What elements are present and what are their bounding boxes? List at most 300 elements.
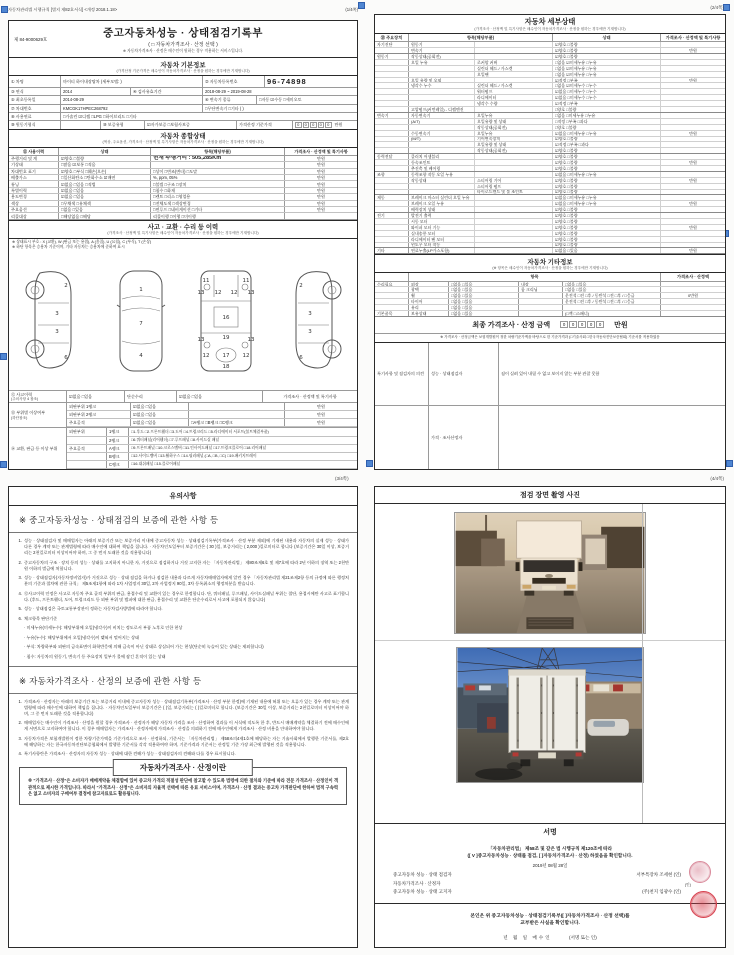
- etc-checkboxes: □없음 □있음: [449, 311, 519, 316]
- role-list: [393, 871, 707, 897]
- item-label: 추진축 및 베어링: [409, 166, 475, 171]
- field-label: ⑧ 사용연료: [9, 113, 61, 120]
- price-cell: [661, 207, 725, 212]
- price-cell: 만원: [689, 48, 697, 54]
- device-group: [375, 237, 409, 242]
- item-label: 고압펌프(커먼레일) - 디젤엔진: [409, 107, 475, 112]
- annotation-marker-icon[interactable]: [0, 461, 7, 468]
- paragraph-text: · 부식: 차량하부와 외판의 금속표면이 화학반응에 의해 금속이 아닌 상태로 상실되어 가는 현상(단순히 녹슬어 있는 상태는 제외합니다): [24, 644, 264, 650]
- paragraph-number: [15, 625, 24, 631]
- row-label: ⑭ 교환, 판금 등 이상 부위: [9, 428, 67, 469]
- item-label: [409, 148, 475, 153]
- row-label: ⑬ 부위별 이상여부: [11, 409, 46, 415]
- detail-checkboxes: 리콜이행 □이행 □미이행: [151, 213, 285, 218]
- state-checkboxes: □없음 ☑미세누유 □누유: [553, 60, 661, 65]
- car-damage-diagrams: [9, 251, 357, 389]
- price-cell: [661, 101, 725, 106]
- detail-checkboxes: □전체도색 □색상변경: [151, 201, 285, 206]
- device-group: [375, 83, 409, 88]
- price-cell: [661, 231, 725, 236]
- replaced-parts-row: [67, 453, 357, 461]
- annotation-marker-icon[interactable]: [366, 460, 373, 467]
- state-checkboxes: ☑없음 □미세누유 □누유: [553, 201, 661, 206]
- etc-checkboxes: □없음 □있음: [449, 299, 519, 304]
- subitem-label: 워터펌프: [475, 89, 553, 94]
- state-checkboxes: ☑양호 □불량: [553, 48, 661, 53]
- paragraph-number: [15, 635, 24, 641]
- paragraph: [15, 538, 349, 556]
- field-label: ⑥ 변속기 종류: [203, 96, 257, 103]
- etc-group: 수리필요: [375, 282, 409, 287]
- etc-item-2: 룸 크리닝: [519, 287, 563, 292]
- subitem-label: 작동상태(공회전): [475, 125, 553, 130]
- state-checkboxes: ☑없음 □미세누유 □누유: [553, 195, 661, 200]
- paragraph-text: 가격조사 · 산정자는 아래의 보증기간 또는 보증거리 이내에 중고자동차 성능 · 상태점검기록부(가격조사 · 산정 부분 한정)에 기재된 내용에 허위 또는 오류가 있는 경우 계약 또는 관계법령에 따라 매수인에 대하여 책임을 집니다. · 자동차인도일부터 보증기간은 ( )일, 보증거리는 ( )킬로미터로 합니다. (보증기간은 30일 이상, 보증거리는 2천킬로미터 이상이어야 하며, 그 중 먼저 도래한 것을 적용합니다): [24, 698, 349, 716]
- regulation-text: 자동차관리법 시행규칙 [별지 제82호서식] <개정 2018.1.18>: [8, 7, 118, 12]
- svg-text:13: 13: [197, 337, 204, 344]
- car-diagram-underbody: [194, 267, 258, 373]
- warranty-heading: ※ 중고자동차성능 · 상태점검의 보증에 관한 사항 등: [9, 506, 357, 533]
- vin-value: KMCGK17HPEC268792: [61, 105, 203, 112]
- row-label: 리콜대상: [9, 213, 59, 218]
- detail-checkboxes: 현재 주행거리 : 505,285Km: [151, 156, 285, 161]
- etc-table-header: [375, 273, 725, 281]
- col-header: 항목: [409, 273, 661, 280]
- annotation-marker-icon[interactable]: [358, 2, 365, 9]
- price-cell: [661, 107, 725, 112]
- field-label: ① 차명: [9, 76, 61, 87]
- simple-repair-label: 단순수리: [125, 391, 177, 403]
- paragraph-number: 3.: [18, 735, 22, 741]
- col-header: 항목(해당부품): [151, 148, 285, 155]
- device-group: [375, 201, 409, 206]
- state-checkboxes: ☑양호 □불량: [553, 178, 661, 183]
- paragraph: [15, 644, 349, 650]
- device-group: [375, 95, 409, 100]
- row-label: 배출가스: [9, 175, 59, 180]
- subitem-label: 오일누유: [475, 113, 553, 118]
- subitem-label: 오일팬: [475, 72, 553, 77]
- svg-text:3: 3: [307, 329, 312, 336]
- section-detail-condition: [375, 15, 725, 34]
- etc-group: 기본품목: [375, 311, 409, 316]
- device-group: [375, 72, 409, 77]
- price-cell: 만원: [317, 207, 325, 213]
- device-group: 자기진단: [375, 42, 409, 47]
- etc-item: 광택: [409, 287, 449, 292]
- row-label: 주행거리 및 계: [9, 156, 59, 161]
- state-checkboxes: ☑양호 □불량: [553, 237, 661, 242]
- svg-text:13: 13: [247, 337, 254, 344]
- part-status-rows: [67, 403, 357, 427]
- price-cell: [285, 213, 357, 218]
- col-header: 상태: [553, 34, 661, 41]
- state-checkboxes: ☑양호 □불량: [553, 166, 661, 171]
- svg-text:2: 2: [63, 283, 68, 290]
- price-cell: [661, 195, 725, 200]
- part-status-row: [67, 403, 357, 411]
- replaced-parts-row: [67, 445, 357, 453]
- signature-role-row: [393, 888, 707, 897]
- col-header: ⑪ 사용이력: [9, 148, 59, 155]
- device-group: [375, 243, 409, 248]
- field-label: ⑨ 원동기형식: [9, 121, 61, 129]
- field-label: ⑦ 차대번호: [9, 105, 61, 112]
- etc-item-2: [519, 305, 563, 310]
- price-cell: [661, 190, 725, 195]
- section-etc-info: [375, 254, 725, 273]
- final-price-note: ※ 가격조사 · 산정금액은 보험개발원이 정한 차량기준가액을 바탕으로 한 기준가격과 (□기술사회 □한국자동차진단보증협회) 기준서를 적용하였음: [375, 334, 725, 343]
- etc-item: 유리: [409, 305, 449, 310]
- price-cell: [661, 125, 725, 130]
- rank-label: 주요골격: [67, 419, 131, 426]
- notices-title: 유의사항: [9, 487, 357, 506]
- rank-label: C랭크: [107, 461, 129, 468]
- item-label: 브레이크 마스터 실린더 오일 누유: [409, 195, 475, 200]
- row-label: ⑫ 사고이력: [11, 391, 33, 397]
- annotation-marker-icon[interactable]: [723, 4, 730, 11]
- item-label: 클러치 어셈블리: [409, 154, 475, 159]
- detail-checkboxes: □썬루프 □네비게이션 □기타: [151, 207, 285, 212]
- rank-label: 2랭크: [107, 437, 129, 444]
- document-number: 제 84-9000629호: [14, 37, 48, 42]
- digit: 0: [325, 122, 332, 128]
- item-label: [409, 125, 475, 130]
- replaced-parts-row: [67, 461, 357, 469]
- item-label: 연료누출(LP가스포함): [409, 248, 475, 253]
- svg-text:6: 6: [298, 355, 303, 362]
- item-label: 오일 유량 및 오염: [409, 78, 475, 83]
- paragraph-number: 1.: [18, 538, 22, 543]
- page-4-photos-signature: [374, 486, 726, 948]
- paragraph: [15, 654, 349, 660]
- subitem-label: 작동상태(공회전): [475, 148, 553, 153]
- buyer-sign-hint: (서명 또는 인): [568, 935, 597, 940]
- annotation-marker-icon[interactable]: [0, 353, 7, 360]
- field-label: ③ 연식: [9, 88, 61, 95]
- part-status-block: [9, 403, 357, 428]
- confirm-line-1: 본인은 위 중고자동차성능 · 상태점검기록부([ ]자동차가격조사 · 산정 선택)를: [470, 913, 630, 919]
- page-3-notices: [8, 486, 358, 948]
- state-checkboxes: ☑없음 □미세누수 □누수: [553, 95, 661, 100]
- svg-text:6: 6: [63, 355, 68, 362]
- replaced-parts-rows: [67, 428, 357, 469]
- state-checkboxes: ☑없음 □있음: [553, 248, 661, 253]
- digit: 0: [295, 122, 302, 128]
- paragraph-text: ⑫사고이력 인정은 사고로 자동차 주요 골격 부위의 판금, 용접수리 및 교환이 있는 경우로 한정합니다. 단, 쿼터패널, 루프패널, 사이드실패널 부위는 절단, 용접시에만 사고로 표기합니다. (후드, 프론트휀더, 도어, 트렁크리드 등 외판 부위 및 범퍼에 대한 판금, 용접수리 및 교환은 단순수리로서 사고에 포함되지 않습니다): [24, 590, 349, 602]
- photo-section-title: 점검 장면 촬영 사진: [375, 487, 725, 504]
- accident-history-row: [9, 390, 357, 404]
- state-checkboxes: ☑양호 □불량: [553, 207, 661, 212]
- col-header: 가격조사 · 산정액 및 특기사항: [665, 35, 721, 40]
- subitem-label: [475, 78, 553, 83]
- final-price-digits: [560, 321, 604, 328]
- price-cell: [661, 60, 725, 65]
- overall-condition-table: [9, 156, 357, 220]
- confirm-line-2: 교부받은 사실을 확인합니다.: [520, 921, 580, 927]
- price-cell: [661, 172, 725, 177]
- rank-checkboxes: ☑없음 □있음: [131, 411, 189, 418]
- annotation-marker-icon[interactable]: [1, 6, 8, 13]
- etc-checkboxes: □없음 □있음: [449, 293, 519, 298]
- car-diagram-top: [109, 267, 173, 373]
- state-checkboxes: ☑없음 □미세누수 □누수: [553, 89, 661, 94]
- final-price-row: [375, 317, 725, 334]
- digit: 0: [569, 321, 577, 328]
- law-line-2: ([ V ]중고자동차성능 · 상태를 점검, [ ]자동차가격조사 · 산정) 하였음을 확인합니다.: [467, 853, 633, 859]
- svg-text:3: 3: [54, 329, 59, 336]
- svg-text:12: 12: [230, 290, 237, 297]
- item-label: 오일 누유: [409, 60, 475, 65]
- paragraph: [15, 591, 349, 603]
- svg-text:12: 12: [202, 353, 209, 360]
- item-label: [409, 190, 475, 195]
- section-title: 사고 · 교환 · 수리 등 이력: [147, 224, 219, 232]
- price-digits: [295, 122, 332, 128]
- price-cell: 0만원: [688, 293, 698, 299]
- price-cell: [661, 42, 725, 47]
- digit: 0: [318, 122, 325, 128]
- paragraph-number: 4.: [18, 751, 22, 757]
- device-group: [375, 178, 409, 183]
- device-group: [375, 184, 409, 189]
- parts-checkboxes: □16.대쉬패널 □15.플로어패널: [131, 462, 181, 467]
- svg-text:7: 7: [138, 321, 143, 328]
- digit: 0: [310, 122, 317, 128]
- group-label: 주요골격: [67, 445, 107, 452]
- state-checkboxes: ☑양호 □불량: [59, 156, 151, 161]
- price-cell: 만원: [317, 162, 325, 168]
- etc-item: 외장: [409, 282, 449, 287]
- parts-checkboxes: □1.후드 □2.프론트휀더 □3.도어 □4.트렁크리드 □5.라디에이터 서포트(볼트체결부품): [131, 429, 269, 434]
- price-cell: 만원: [317, 420, 325, 426]
- item-label: (A/T): [409, 119, 475, 124]
- detail-checkboxes: □상이 □변조(변타) □도말: [151, 169, 285, 174]
- detail-condition-table: [375, 42, 725, 254]
- transmission-checkboxes-2: □무단변속기 □기타 ( ): [205, 105, 244, 111]
- etc-item-2: [519, 311, 563, 316]
- paragraph-number: [15, 644, 24, 650]
- section-title: 자동차 종합상태: [160, 133, 206, 141]
- warranty-type-checkboxes: ☑자가보증 □보험사보증: [145, 121, 237, 129]
- inspection-validity-value: 2018-08-29 ~ 2019-08-28: [205, 89, 252, 95]
- paragraph-text: · 누유(누수): 해당부위에서 오일(냉각수)이 맺혀서 떨어지는 상태: [24, 634, 139, 640]
- car-diagram-side-right: [279, 267, 343, 373]
- state-checkboxes: ☑양호 □불량: [553, 148, 661, 153]
- signature-title: 서명: [543, 829, 557, 837]
- section-note: (가격조사 · 산정액 및 특기사항은 매수인이 자동차가격조사 · 산정을 원하는 경우에만 기재합니다): [474, 26, 626, 31]
- paragraph: [15, 625, 349, 631]
- price-cell: [661, 83, 725, 88]
- simple-repair-checkboxes: ☑없음 □있음: [177, 391, 263, 403]
- etc-group: [375, 305, 409, 310]
- price-cell: [661, 142, 725, 147]
- subitem-label: [475, 219, 553, 224]
- price-cell: [661, 89, 725, 94]
- subitem-label: [475, 107, 553, 112]
- role-label: 중고자동차 성능 · 상태 점검자: [393, 872, 452, 878]
- rank-checkboxes: ☑없음 □있음: [131, 419, 189, 426]
- state-checkboxes: □적정 □부족 □과다: [553, 119, 661, 124]
- device-group: [375, 137, 409, 142]
- rank-label: B랭크: [107, 453, 129, 460]
- subitem-label: 오일누유: [475, 131, 553, 136]
- etc-checkboxes-2: 운전석 □전 □후 / 동반석 □전 □후 / □응급: [563, 299, 661, 304]
- etc-checkboxes-2: (□잭 □스패너): [563, 311, 661, 316]
- photo-zone: [375, 504, 725, 823]
- item-label: 발전기 출력: [409, 213, 475, 218]
- device-group: [375, 89, 409, 94]
- subitem-label: 기어변속장치: [475, 137, 553, 142]
- row-label: 튜닝: [9, 181, 59, 186]
- price-cell: 만원: [317, 188, 325, 194]
- price-cell: [661, 137, 725, 142]
- digit: 0: [578, 321, 586, 328]
- price-cell: 만원: [317, 412, 325, 418]
- subitem-label: [475, 154, 553, 159]
- buyer-confirmation: [375, 903, 725, 947]
- paragraph: [15, 751, 349, 757]
- paragraph-text: 성능 · 상태점검자 및 매매업자는 아래의 보증기간 또는 보증거리 이내에 중고자동차 성능 · 상태점검기록부(가격조사 · 산정 부분 제외)에 기재된 내용과 자동차의 실제 성능 · 상태가 다른 경우 계약 또는 관계법령에 따라 매수인에 대하여 책임을 집니다. · 자동차인도일부터 보증기간은 ( 30 )일, 보증거리는 ( 2,000 )킬로미터로 합니다 (보증기간은 30일 이상, 보증거리는 2천킬로미터 이상이어야 하며, 그 중 먼저 도래한 것을 적용합니다): [24, 538, 349, 556]
- price-cell: 만원: [689, 201, 697, 207]
- svg-text:11: 11: [202, 278, 209, 285]
- buyer-sign-line: [375, 935, 725, 941]
- status-codes-2: ※ 하단 항목은 승용차 기준이며, 기타 자동차는 승용차에 준하여 표시: [12, 244, 125, 249]
- subitem-label: [475, 160, 553, 165]
- first-registration-value: 2014-08-29: [61, 96, 203, 103]
- state-checkboxes: ☑적정 □부족: [553, 78, 661, 83]
- paragraph: [15, 699, 349, 717]
- price-survey-note: ※ 자동차가격조사 · 산정은 매수인이 원하는 경우 적용하는 서비스입니다.: [122, 49, 244, 53]
- final-price-label: 최종 가격조사 · 산정 금액: [472, 321, 551, 329]
- inspector-opinion-block: [375, 343, 725, 469]
- svg-text:11: 11: [242, 278, 249, 285]
- device-group: 제동: [375, 195, 409, 200]
- device-group: [375, 190, 409, 195]
- signature-role-row: [393, 880, 707, 889]
- signature-roles: [375, 869, 725, 903]
- detail-table-header: [375, 34, 725, 42]
- price-cell: 만원: [689, 77, 697, 83]
- section-accident-history: [9, 220, 357, 239]
- rank-detail: [189, 403, 285, 410]
- price-cell: [661, 166, 725, 171]
- part-status-row: [67, 411, 357, 419]
- state-checkboxes: ☑없음 □있음: [59, 188, 151, 193]
- row-label: 색상: [9, 201, 59, 206]
- annotation-marker-icon[interactable]: [726, 460, 733, 467]
- svg-text:17: 17: [222, 353, 229, 360]
- fuel-checkboxes: □가솔린 ☑디젤 □LPG □하이브리드 □기타: [63, 113, 137, 119]
- price-cell: 만원: [317, 175, 325, 181]
- price-cell: 만원: [317, 181, 325, 187]
- paragraph: [15, 635, 349, 641]
- etc-item-2: [519, 299, 563, 304]
- device-group: [375, 131, 409, 136]
- subitem-label: 실린더 헤드 / 가스켓: [475, 83, 553, 88]
- col-header: 가격조사 · 산정액: [676, 274, 710, 280]
- price-survey-option: ( □ 자동차가격조사 · 산정 선택 ): [148, 42, 218, 48]
- state-checkboxes: □양호 □불량: [553, 107, 661, 112]
- etc-group: [375, 299, 409, 304]
- item-label: [409, 95, 475, 100]
- page-number-2: (2/4쪽): [710, 5, 724, 10]
- definition-box-title: 자동차가격조사 · 산정이란: [113, 759, 253, 776]
- field-label: ⑩ 보증유형: [101, 121, 145, 129]
- subitem-label: 타이로드엔드 및 볼 조인트: [475, 190, 553, 195]
- section-note: (가격산정 기준가격은 매수인이 자동차가격조사 · 산정을 원하는 경우에만 기재합니다): [116, 68, 250, 73]
- paragraph: [15, 736, 349, 748]
- section-title: 자동차 기타정보: [527, 258, 573, 266]
- row-label: 차대번호 표기: [9, 169, 59, 174]
- signature-zone: [375, 823, 725, 947]
- subitem-label: 라디에이터: [475, 95, 553, 100]
- paragraph-number: 4.: [18, 590, 22, 596]
- car-name-value: 마이티 하이내장탑차 (세부모델: ): [61, 76, 203, 87]
- device-group: [375, 207, 409, 212]
- svg-text:4: 4: [138, 353, 143, 360]
- price-cell: [661, 237, 725, 242]
- etc-item-2: 내장: [519, 282, 563, 287]
- col-header: 가격조사 · 산정액 및 특기사항: [294, 148, 348, 154]
- item-label: 원동기: [409, 42, 475, 47]
- state-checkboxes: □없음 □있음: [59, 207, 151, 212]
- svg-text:3: 3: [54, 311, 59, 318]
- device-group: [375, 119, 409, 124]
- item-label: 작동상태(공회전): [409, 54, 475, 59]
- price-cell: [661, 282, 725, 287]
- item-label: (M/T): [409, 137, 475, 142]
- group-label: [67, 453, 107, 460]
- detail-checkboxes: [151, 162, 285, 167]
- subitem-label: [475, 201, 553, 206]
- price-cell: [661, 243, 725, 248]
- appraisal-paragraphs: [9, 694, 357, 762]
- device-group: [375, 148, 409, 153]
- paragraph-number: 3.: [18, 575, 22, 581]
- subitem-label: [475, 237, 553, 242]
- subitem-label: [475, 54, 553, 59]
- paragraph-number: 5.: [18, 606, 22, 612]
- warranty-paragraphs: [9, 533, 357, 664]
- paragraph-text: 성능 · 상태점검은 국토교통부장관이 정하는 자동차검사방법에 따라야 합니다.: [24, 606, 163, 612]
- section-overall-condition: [9, 129, 357, 148]
- state-checkboxes: □일산화탄소 □탄화수소 ☑매연: [59, 175, 151, 180]
- field-label: ⑤ 최초등록일: [9, 96, 61, 103]
- subitem-label: 로커암 커버: [475, 60, 553, 65]
- buyer-date-blanks: 년 월 일 매수인: [503, 935, 552, 940]
- paragraph-number: 2.: [18, 720, 22, 726]
- svg-text:2: 2: [298, 283, 303, 290]
- item-label: 와이퍼 모터 기능: [409, 225, 475, 230]
- digit: 0: [560, 321, 568, 328]
- device-group: [375, 78, 409, 83]
- device-group: 원동기: [375, 54, 409, 59]
- state-checkboxes: ☑없음 □미세누유 □누유: [553, 131, 661, 136]
- item-label: [409, 101, 475, 106]
- device-group: [375, 166, 409, 171]
- state-checkboxes: ☑양호 □불량: [553, 154, 661, 159]
- paragraph-text: · 미세누유(미세누수): 해당부위에 오일(냉각수)이 비치는 정도로서 부품 노후로 인한 현상: [24, 625, 183, 631]
- price-cell: [661, 72, 725, 77]
- paragraph-number: 1.: [18, 698, 22, 704]
- detail-checkboxes: %, ppm, 05%: [151, 175, 285, 180]
- section-title: 자동차 기본정보: [160, 61, 206, 69]
- item-label: 윈도우 모터 작동: [409, 243, 475, 248]
- state-checkboxes: ☑양호 □불량: [553, 137, 661, 142]
- row-label: 기상태: [9, 162, 59, 167]
- price-cell: 만원: [317, 200, 325, 206]
